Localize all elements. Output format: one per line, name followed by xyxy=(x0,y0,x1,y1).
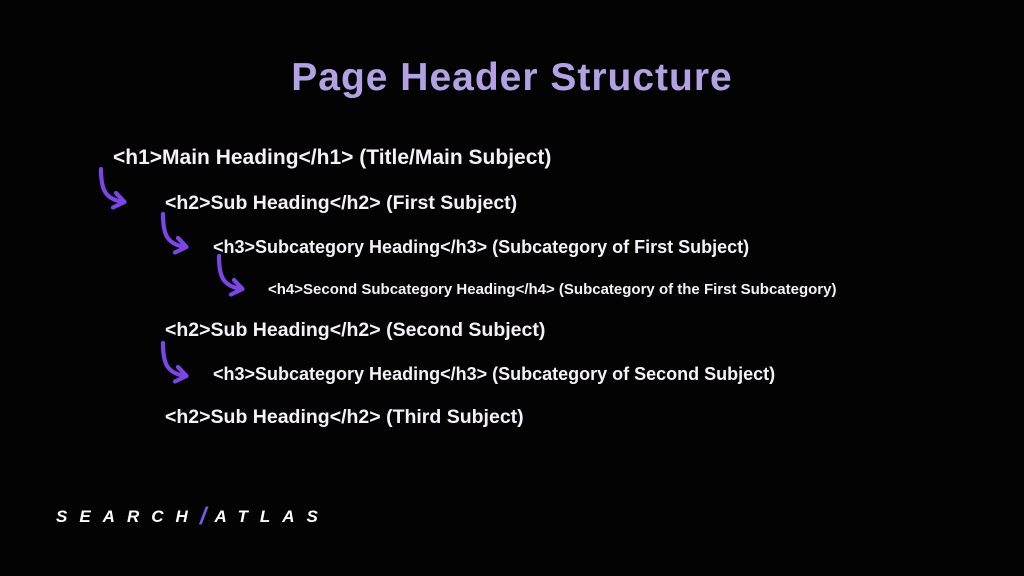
curved-arrow-icon xyxy=(155,211,195,255)
heading-line-h2-second: <h2>Sub Heading</h2> (Second Subject) xyxy=(165,319,546,341)
heading-line-h2-first: <h2>Sub Heading</h2> (First Subject) xyxy=(165,192,518,214)
heading-line-h3-first: <h3>Subcategory Heading</h3> (Subcategory of First Subject) xyxy=(213,237,750,257)
logo-word-search: SEARCH xyxy=(56,507,200,526)
searchatlas-logo xyxy=(56,503,330,531)
curved-arrow-icon xyxy=(93,166,133,210)
curved-arrow-icon xyxy=(211,253,251,297)
heading-line-h3-second: <h3>Subcategory Heading</h3> (Subcategory of Second Subject) xyxy=(213,364,776,384)
page-title: Page Header Structure xyxy=(291,56,733,99)
heading-line-h2-third: <h2>Sub Heading</h2> (Third Subject) xyxy=(165,406,524,428)
logo-slash-icon: / xyxy=(199,503,215,530)
curved-arrow-icon xyxy=(155,340,195,384)
heading-line-h4: <h4>Second Subcategory Heading</h4> (Subcategory of the First Subcategory) xyxy=(268,281,837,298)
logo-word-atlas: ATLAS xyxy=(214,507,330,526)
heading-line-h1: <h1>Main Heading</h1> (Title/Main Subject) xyxy=(113,146,552,169)
